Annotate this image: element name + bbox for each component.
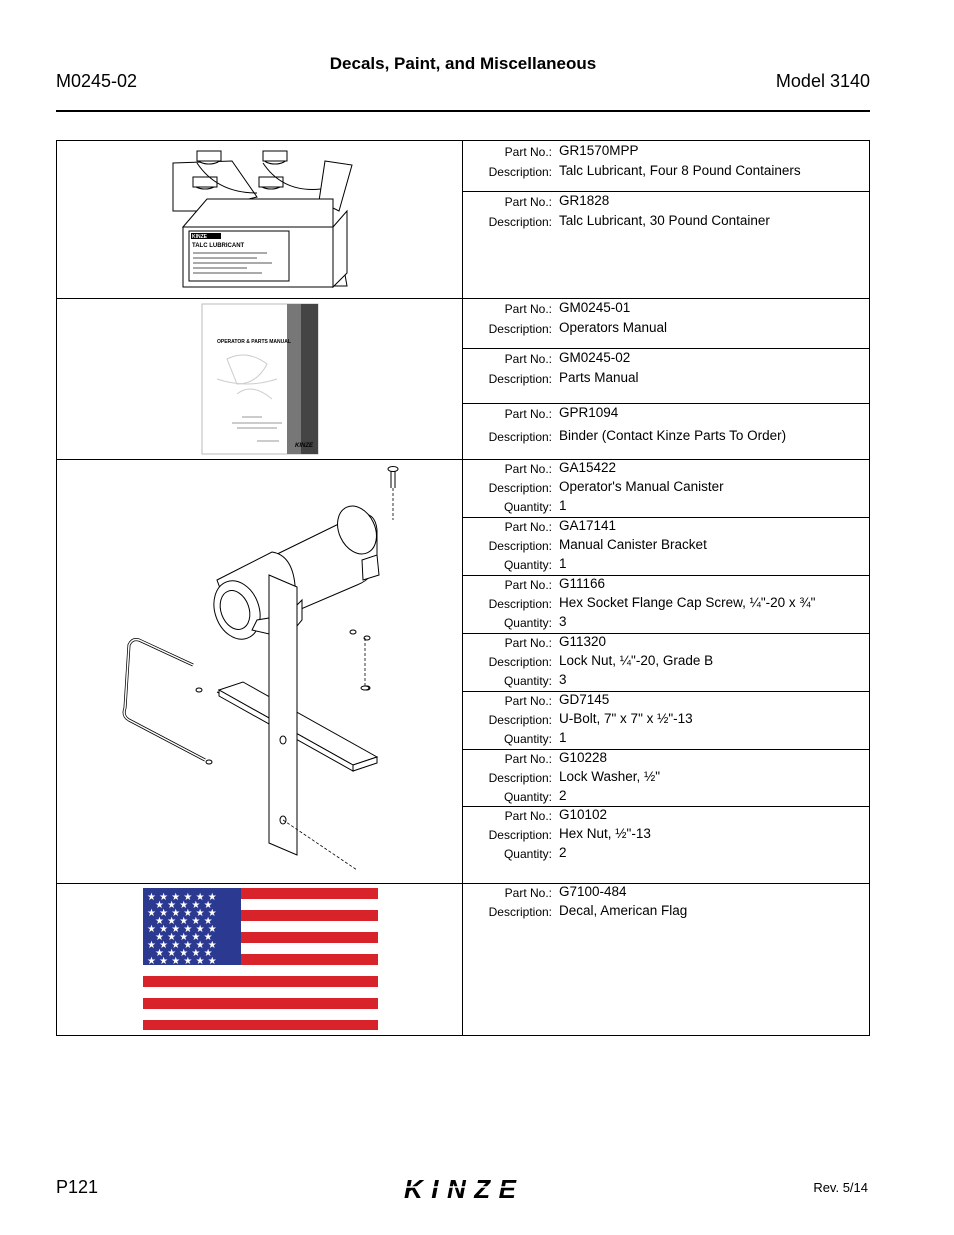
quantity-label: Quantity: [503,500,552,514]
description-label: Description: [488,215,552,229]
manual-parts-cell [463,299,869,459]
description-label: Description: [488,597,552,611]
manual-image-cell [57,299,463,459]
part-number: GD7145 [559,692,610,707]
page-title: Decals, Paint, and Miscellaneous [329,54,597,73]
svg-text:★ ★ ★ ★ ★ ★: ★ ★ ★ ★ ★ ★ [147,956,217,967]
svg-text:★ ★ ★ ★ ★: ★ ★ ★ ★ ★ [155,932,213,943]
talc-box-illustration [57,141,463,298]
part-no-label: Part No.: [504,195,552,209]
part-entry [463,349,869,404]
part-quantity: 2 [559,788,567,803]
quantity-label: Quantity: [503,674,552,688]
svg-text:★ ★ ★ ★ ★ ★: ★ ★ ★ ★ ★ ★ [147,908,217,919]
svg-text:★ ★ ★ ★ ★ ★: ★ ★ ★ ★ ★ ★ [147,924,217,935]
part-entry [463,576,869,634]
description-label: Description: [488,655,552,669]
box-product-text: TALC LUBRICANT [192,243,245,249]
flag-parts-cell [463,884,869,1035]
part-description: Operator's Manual Canister [559,479,724,494]
description-label: Description: [488,430,552,444]
part-no-label: Part No.: [504,886,552,900]
part-entry [463,299,869,349]
part-description: Talc Lubricant, 30 Pound Container [559,213,770,228]
part-no-label: Part No.: [504,145,552,159]
part-entry [463,141,869,192]
manual-heading-text: OPERATOR & PARTS MANUAL [217,339,291,345]
canister-assembly-illustration [57,460,463,883]
part-description: Hex Socket Flange Cap Screw, ¼"-20 x ¾" [559,595,816,610]
quantity-label: Quantity: [503,732,552,746]
part-description: Binder (Contact Kinze Parts To Order) [559,428,787,443]
revision-label: Rev. 5/14 [813,1180,868,1195]
description-label: Description: [488,713,552,727]
part-quantity: 1 [559,498,567,513]
canister-parts-cell [463,460,869,883]
part-no-label: Part No.: [504,520,552,534]
quantity-label: Quantity: [503,847,552,861]
description-label: Description: [488,905,552,919]
part-number: GA17141 [559,518,617,533]
part-number: GR1828 [559,193,610,208]
part-no-label: Part No.: [504,809,552,823]
part-description: Talc Lubricant, Four 8 Pound Containers [559,163,801,178]
american-flag-icon [57,884,463,1034]
part-entry [463,884,869,1034]
canister-image-cell [57,460,463,883]
part-no-label: Part No.: [504,694,552,708]
part-no-label: Part No.: [504,636,552,650]
description-label: Description: [488,372,552,386]
part-number: G10228 [559,750,608,765]
talc-parts-cell [463,141,869,298]
part-number: GM0245-02 [559,350,631,365]
kinze-logo-text: KINZE [404,1174,516,1204]
part-entry [463,192,869,298]
table-section-flag [57,884,869,1035]
part-description: Manual Canister Bracket [559,537,707,552]
svg-text:★ ★ ★ ★ ★: ★ ★ ★ ★ ★ [155,916,213,927]
svg-text:★ ★ ★ ★ ★ ★: ★ ★ ★ ★ ★ ★ [147,940,217,951]
part-number: G7100-484 [559,884,627,899]
part-entry [463,404,869,459]
part-entry [463,518,869,576]
parts-table [56,140,870,1036]
part-no-label: Part No.: [504,407,552,421]
part-quantity: 2 [559,845,567,860]
part-no-label: Part No.: [504,752,552,766]
quantity-label: Quantity: [503,616,552,630]
part-description: Decal, American Flag [559,903,688,918]
description-label: Description: [488,165,552,179]
kinze-logo [402,1174,522,1204]
part-quantity: 3 [559,672,567,687]
quantity-label: Quantity: [503,790,552,804]
part-number: GPR1094 [559,405,619,420]
part-entry [463,634,869,692]
part-description: Lock Washer, ½" [559,769,661,784]
table-section-canister [57,460,869,884]
quantity-label: Quantity: [503,558,552,572]
description-label: Description: [488,771,552,785]
part-entry [463,750,869,807]
part-entry [463,692,869,750]
table-section-talc [57,141,869,299]
part-quantity: 1 [559,730,567,745]
part-number: G10102 [559,807,608,822]
box-brand-text: KINZE [192,234,207,240]
part-no-label: Part No.: [504,462,552,476]
description-label: Description: [488,322,552,336]
part-no-label: Part No.: [504,578,552,592]
svg-text:★ ★ ★ ★ ★ ★: ★ ★ ★ ★ ★ ★ [147,892,217,903]
part-entry [463,460,869,518]
part-quantity: 1 [559,556,567,571]
page-number: P121 [56,1177,99,1197]
part-no-label: Part No.: [504,352,552,366]
part-number: GA15422 [559,460,617,475]
svg-text:★ ★ ★ ★ ★: ★ ★ ★ ★ ★ [155,948,213,959]
description-label: Description: [488,481,552,495]
part-number: G11166 [559,576,606,591]
header-rule [56,110,870,112]
manual-cover-illustration [57,299,463,459]
table-section-manuals [57,299,869,460]
svg-text:★ ★ ★ ★ ★: ★ ★ ★ ★ ★ [155,900,213,911]
description-label: Description: [488,539,552,553]
part-description: Operators Manual [559,320,668,335]
model-label: Model 3140 [775,71,870,91]
part-entry [463,807,869,883]
flag-image-cell [57,884,463,1035]
part-no-label: Part No.: [504,302,552,316]
document-number: M0245-02 [56,71,138,91]
part-number: G11320 [559,634,607,649]
part-description: Parts Manual [559,370,639,385]
part-number: GR1570MPP [559,143,639,158]
part-number: GM0245-01 [559,300,631,315]
talc-image-cell [57,141,463,298]
part-description: Hex Nut, ½"-13 [559,826,651,841]
part-description: U-Bolt, 7" x 7" x ½"-13 [559,711,693,726]
manual-brand-text: KINZE [295,443,313,449]
part-description: Lock Nut, ¼"-20, Grade B [559,653,714,668]
part-quantity: 3 [559,614,567,629]
description-label: Description: [488,828,552,842]
